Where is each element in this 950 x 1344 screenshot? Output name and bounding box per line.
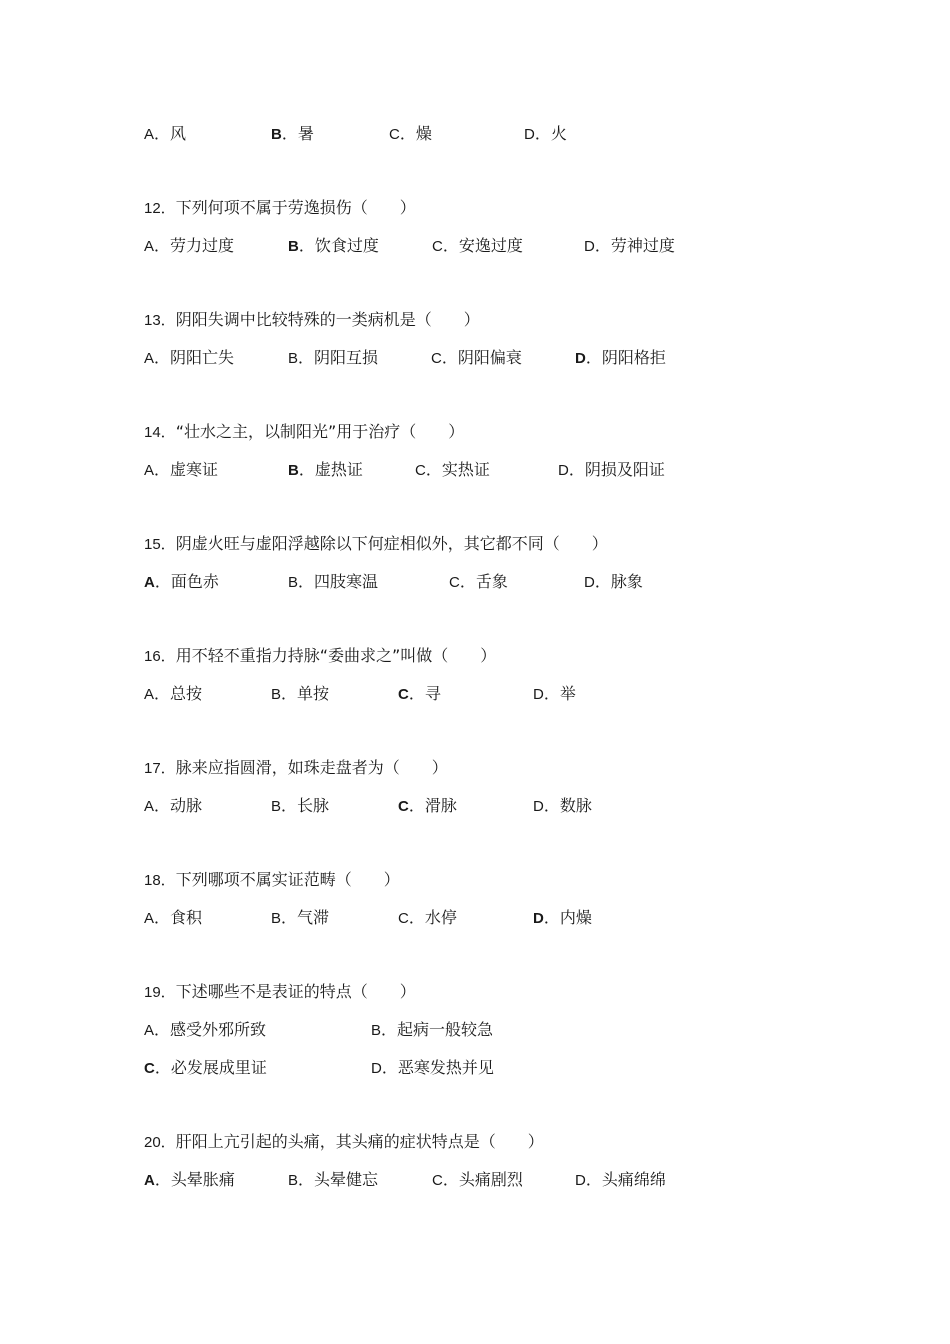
option-letter: C [432, 238, 443, 255]
option-letter: D [533, 686, 544, 703]
question-stem [144, 981, 416, 1004]
question-number: 16． [144, 648, 176, 665]
option-text: 头晕健忘 [314, 1170, 379, 1189]
question-number: 17． [144, 760, 176, 777]
option-text: 虚寒证 [170, 460, 219, 479]
option-text: 安逸过度 [458, 236, 523, 255]
option-letter: D [533, 910, 544, 927]
option-d: D．数脉 [533, 796, 592, 815]
option-a: A．虚寒证 [144, 460, 219, 479]
option-text: 头痛绵绵 [601, 1170, 666, 1189]
option-c: C．实热证 [415, 460, 490, 479]
option-letter: C [398, 686, 409, 703]
option-letter: B [288, 462, 299, 479]
option-letter: C [144, 1060, 155, 1077]
option-letter: A [144, 126, 155, 143]
option-text: 饮食过度 [314, 236, 379, 255]
option-c: C．必发展成里证 [144, 1058, 267, 1077]
option-b: B．单按 [271, 684, 330, 703]
option-c: C．燥 [389, 124, 432, 143]
option-letter: A [144, 910, 155, 927]
option-a: A．总按 [144, 684, 203, 703]
option-text: 气滞 [297, 908, 330, 927]
option-c: C．阴阳偏衰 [431, 348, 522, 367]
question-text: 阴虚火旺与虚阳浮越除以下何症相似外，其它都不同（ ） [175, 534, 608, 553]
option-c: C．头痛剧烈 [432, 1170, 523, 1189]
question-number: 19． [144, 984, 176, 1001]
option-text: 面色赤 [170, 572, 219, 591]
option-text: 恶寒发热并见 [397, 1058, 494, 1077]
option-c: C．舌象 [449, 572, 508, 591]
question-text: 下述哪些不是表证的特点（ ） [175, 982, 416, 1001]
option-d: D．举 [533, 684, 576, 703]
option-text: 暑 [297, 124, 314, 143]
option-a: A．动脉 [144, 796, 203, 815]
option-b: B．头晕健忘 [288, 1170, 379, 1189]
option-text: 阴损及阳证 [584, 460, 665, 479]
option-text: 劳力过度 [170, 236, 235, 255]
option-letter: B [288, 574, 299, 591]
option-letter: B [288, 1172, 299, 1189]
option-b: B．起病一般较急 [371, 1020, 494, 1039]
option-text: 起病一般较急 [397, 1020, 494, 1039]
question-stem [144, 645, 496, 668]
option-d: D．阴损及阳证 [558, 460, 665, 479]
option-letter: B [271, 798, 282, 815]
option-letter: C [449, 574, 460, 591]
question-stem [144, 197, 416, 220]
option-letter: D [584, 238, 595, 255]
option-letter: A [144, 1172, 155, 1189]
option-text: 实热证 [441, 460, 490, 479]
option-b: B．饮食过度 [288, 236, 379, 255]
option-text: 风 [170, 124, 187, 143]
option-c: C．寻 [398, 684, 441, 703]
option-text: 燥 [415, 124, 432, 143]
option-text: 举 [559, 684, 576, 703]
option-text: 头痛剧烈 [458, 1170, 523, 1189]
option-text: 寻 [424, 684, 441, 703]
option-text: 数脉 [559, 796, 592, 815]
option-a: A．头晕胀痛 [144, 1170, 235, 1189]
question-text: 肝阳上亢引起的头痛，其头痛的症状特点是（ ） [175, 1132, 544, 1151]
option-text: 水停 [424, 908, 457, 927]
option-text: 阴阳互损 [314, 348, 379, 367]
option-a: A．风 [144, 124, 187, 143]
option-letter: B [371, 1022, 382, 1039]
option-letter: B [271, 686, 282, 703]
option-text: 脉象 [610, 572, 643, 591]
option-letter: D [575, 350, 586, 367]
option-d: D．恶寒发热并见 [371, 1058, 494, 1077]
question-text: 脉来应指圆滑，如珠走盘者为（ ） [175, 758, 448, 777]
option-letter: A [144, 238, 155, 255]
option-b: B．四肢寒温 [288, 572, 379, 591]
option-b: B．虚热证 [288, 460, 363, 479]
question-stem [144, 869, 400, 892]
option-letter: D [533, 798, 544, 815]
question-text: 阴阳失调中比较特殊的一类病机是（ ） [175, 310, 480, 329]
question-stem [144, 421, 464, 444]
question-number: 20． [144, 1134, 176, 1151]
option-letter: B [271, 910, 282, 927]
question-number: 15． [144, 536, 176, 553]
question-number: 14． [144, 424, 176, 441]
option-letter: C [398, 798, 409, 815]
option-text: 虚热证 [314, 460, 363, 479]
question-stem [144, 533, 608, 556]
option-a: A．劳力过度 [144, 236, 235, 255]
option-letter: D [524, 126, 535, 143]
option-text: 头晕胀痛 [170, 1170, 235, 1189]
option-text: 长脉 [297, 796, 330, 815]
question-text: 用不轻不重指力持脉“委曲求之”叫做（ ） [175, 646, 497, 665]
option-c: C．水停 [398, 908, 457, 927]
option-letter: D [575, 1172, 586, 1189]
option-letter: D [584, 574, 595, 591]
option-letter: A [144, 686, 155, 703]
option-letter: C [415, 462, 426, 479]
option-b: B．长脉 [271, 796, 330, 815]
option-letter: C [432, 1172, 443, 1189]
question-number: 12． [144, 200, 176, 217]
question-stem [144, 1131, 544, 1154]
option-text: 食积 [170, 908, 203, 927]
option-letter: B [271, 126, 282, 143]
option-text: 单按 [297, 684, 330, 703]
option-b: B．暑 [271, 124, 314, 143]
option-a: A．食积 [144, 908, 203, 927]
option-d: D．劳神过度 [584, 236, 675, 255]
option-letter: C [431, 350, 442, 367]
option-b: B．阴阳互损 [288, 348, 379, 367]
option-text: 总按 [170, 684, 203, 703]
option-a: A．感受外邪所致 [144, 1020, 267, 1039]
option-letter: A [144, 574, 155, 591]
option-text: 火 [550, 124, 567, 143]
option-d: D．阴阳格拒 [575, 348, 666, 367]
question-stem [144, 757, 448, 780]
option-text: 感受外邪所致 [170, 1020, 267, 1039]
option-text: 舌象 [475, 572, 508, 591]
option-text: 阴阳格拒 [601, 348, 666, 367]
option-letter: D [558, 462, 569, 479]
question-text: “壮水之主，以制阳光”用于治疗（ ） [175, 422, 465, 441]
option-letter: A [144, 798, 155, 815]
question-number: 18． [144, 872, 176, 889]
option-letter: B [288, 350, 299, 367]
question-text: 下列哪项不属实证范畴（ ） [175, 870, 400, 889]
option-text: 内燥 [559, 908, 592, 927]
option-d: D．脉象 [584, 572, 643, 591]
option-a: A．面色赤 [144, 572, 219, 591]
option-text: 动脉 [170, 796, 203, 815]
option-d: D．火 [524, 124, 567, 143]
option-letter: A [144, 1022, 155, 1039]
option-text: 必发展成里证 [170, 1058, 267, 1077]
question-text: 下列何项不属于劳逸损伤（ ） [175, 198, 416, 217]
option-letter: B [288, 238, 299, 255]
option-text: 劳神过度 [610, 236, 675, 255]
option-letter: D [371, 1060, 382, 1077]
question-stem [144, 309, 480, 332]
option-text: 四肢寒温 [314, 572, 379, 591]
option-c: C．滑脉 [398, 796, 457, 815]
option-text: 阴阳偏衰 [457, 348, 522, 367]
option-text: 阴阳亡失 [170, 348, 235, 367]
option-d: D．内燥 [533, 908, 592, 927]
question-number: 13． [144, 312, 176, 329]
option-b: B．气滞 [271, 908, 330, 927]
option-d: D．头痛绵绵 [575, 1170, 666, 1189]
option-letter: C [398, 910, 409, 927]
option-a: A．阴阳亡失 [144, 348, 235, 367]
option-letter: A [144, 462, 155, 479]
option-letter: A [144, 350, 155, 367]
option-text: 滑脉 [424, 796, 457, 815]
option-letter: C [389, 126, 400, 143]
option-c: C．安逸过度 [432, 236, 523, 255]
